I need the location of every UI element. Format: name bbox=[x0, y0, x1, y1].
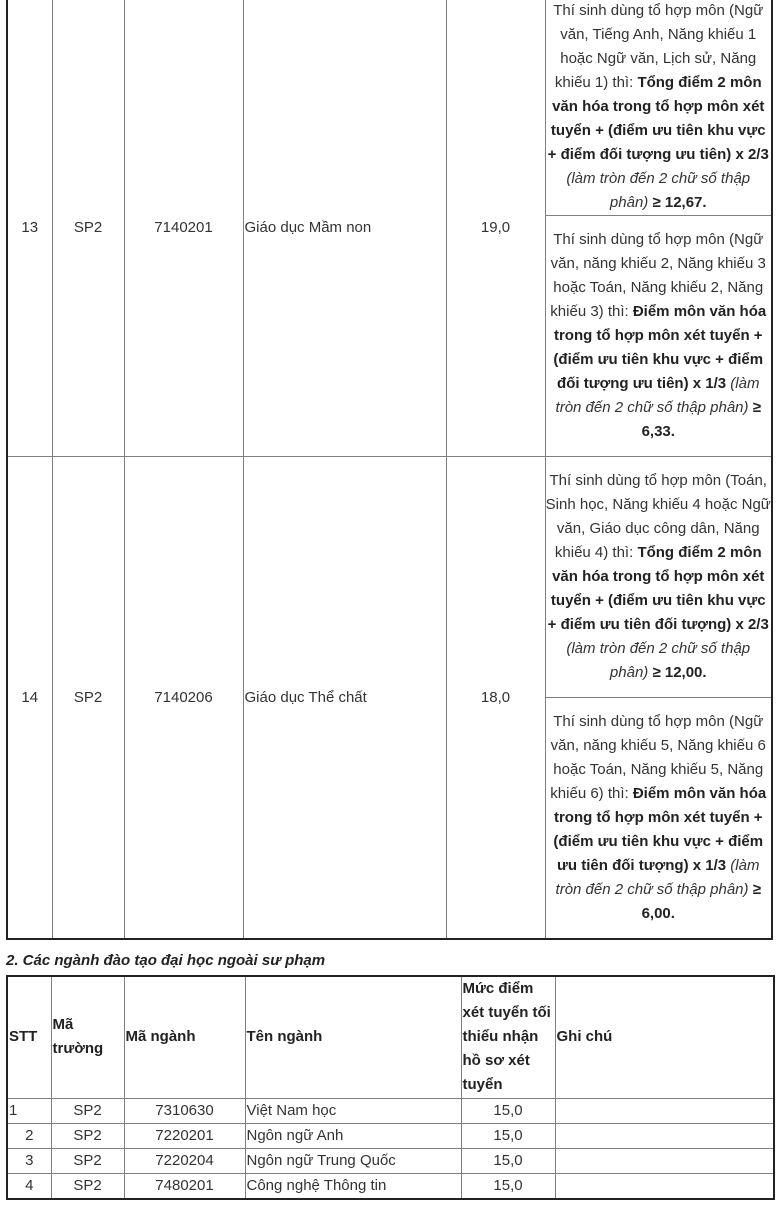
muc-diem-cell: 15,0 bbox=[461, 1123, 555, 1148]
ten-nganh-cell: Ngôn ngữ Trung Quốc bbox=[245, 1148, 461, 1173]
ten-nganh-cell: Giáo dục Thể chất bbox=[243, 457, 446, 940]
stt-cell: 13 bbox=[7, 0, 52, 457]
header-ma-nganh: Mã ngành bbox=[124, 976, 245, 1098]
ghi-chu-cell bbox=[555, 1123, 774, 1148]
ma-truong-cell: SP2 bbox=[52, 457, 124, 940]
stt-cell: 2 bbox=[7, 1123, 51, 1148]
ma-truong-cell: SP2 bbox=[51, 1148, 124, 1173]
header-ma-truong: Mã trường bbox=[51, 976, 124, 1098]
header-ten-nganh: Tên ngành bbox=[245, 976, 461, 1098]
ten-nganh-cell: Việt Nam học bbox=[245, 1098, 461, 1123]
header-muc-diem: Mức điểm xét tuyển tối thiểu nhận hồ sơ xét tuyển bbox=[461, 976, 555, 1098]
ten-nganh-cell: Ngôn ngữ Anh bbox=[245, 1123, 461, 1148]
stt-cell: 1 bbox=[7, 1098, 51, 1123]
stt-cell: 3 bbox=[7, 1148, 51, 1173]
table-header-row bbox=[7, 976, 774, 1098]
muc-diem-cell: 19,0 bbox=[446, 0, 545, 457]
ma-nganh-cell: 7310630 bbox=[124, 1098, 245, 1123]
ma-truong-cell: SP2 bbox=[51, 1123, 124, 1148]
ma-nganh-cell: 7220204 bbox=[124, 1148, 245, 1173]
table-row bbox=[7, 1173, 774, 1199]
table-row bbox=[7, 0, 772, 216]
header-ghi-chu: Ghi chú bbox=[555, 976, 774, 1098]
table-row bbox=[7, 1098, 774, 1123]
muc-diem-cell: 18,0 bbox=[446, 457, 545, 940]
stt-cell: 4 bbox=[7, 1173, 51, 1199]
ten-nganh-cell: Giáo dục Mầm non bbox=[243, 0, 446, 457]
ma-nganh-cell: 7140206 bbox=[124, 457, 243, 940]
ghi-chu-cell bbox=[555, 1173, 774, 1199]
ma-nganh-cell: 7480201 bbox=[124, 1173, 245, 1199]
ma-nganh-cell: 7140201 bbox=[124, 0, 243, 457]
ma-truong-cell: SP2 bbox=[51, 1173, 124, 1199]
header-stt: STT bbox=[7, 976, 51, 1098]
ma-truong-cell: SP2 bbox=[52, 0, 124, 457]
note-cell: Thí sinh dùng tổ hợp môn (Ngữ văn, năng khiếu 5, Năng khiếu 6 hoặc Toán, Năng khiếu 5, Năng khiếu 6) thì: Điểm môn văn hóa trong tổ hợp môn xét tuyển + (điểm ưu tiên khu vực + điểm ưu tiên đối tượng) x 1/3 (làm tròn đến 2 chữ số thập phân) ≥ 6,00. bbox=[545, 698, 772, 940]
ghi-chu-cell bbox=[555, 1098, 774, 1123]
table-row bbox=[7, 457, 772, 698]
table-row bbox=[7, 1148, 774, 1173]
note-cell: Thí sinh dùng tổ hợp môn (Ngữ văn, Tiếng Anh, Năng khiếu 1 hoặc Ngữ văn, Lịch sử, Năng khiếu 1) thì: Tổng điểm 2 môn văn hóa trong tổ hợp môn xét tuyển + (điểm ưu tiên khu vực + điểm đối tượng ưu tiên) x 2/3 (làm tròn đến 2 chữ số thập phân) ≥ 12,67. bbox=[545, 0, 772, 216]
table-row bbox=[7, 1123, 774, 1148]
section-title: 2. Các ngành đào tạo đại học ngoài sư phạm bbox=[6, 952, 326, 969]
teacher-training-table bbox=[6, 0, 773, 940]
ma-truong-cell: SP2 bbox=[51, 1098, 124, 1123]
muc-diem-cell: 15,0 bbox=[461, 1173, 555, 1199]
ten-nganh-cell: Công nghệ Thông tin bbox=[245, 1173, 461, 1199]
muc-diem-cell: 15,0 bbox=[461, 1148, 555, 1173]
ghi-chu-cell bbox=[555, 1148, 774, 1173]
note-cell: Thí sinh dùng tổ hợp môn (Ngữ văn, năng khiếu 2, Năng khiếu 3 hoặc Toán, Năng khiếu 2, Năng khiếu 3) thì: Điểm môn văn hóa trong tổ hợp môn xét tuyển + (điểm ưu tiên khu vực + điểm đối tượng ưu tiên) x 1/3 (làm tròn đến 2 chữ số thập phân) ≥ 6,33. bbox=[545, 216, 772, 457]
non-teacher-training-table bbox=[6, 975, 775, 1200]
muc-diem-cell: 15,0 bbox=[461, 1098, 555, 1123]
ma-nganh-cell: 7220201 bbox=[124, 1123, 245, 1148]
note-cell: Thí sinh dùng tổ hợp môn (Toán, Sinh học, Năng khiếu 4 hoặc Ngữ văn, Giáo dục công dân, Năng khiếu 4) thì: Tổng điểm 2 môn văn hóa trong tổ hợp môn xét tuyển + (điểm ưu tiên khu vực + điểm ưu tiên đối tượng) x 2/3 (làm tròn đến 2 chữ số thập phân) ≥ 12,00. bbox=[545, 457, 772, 698]
stt-cell: 14 bbox=[7, 457, 52, 940]
